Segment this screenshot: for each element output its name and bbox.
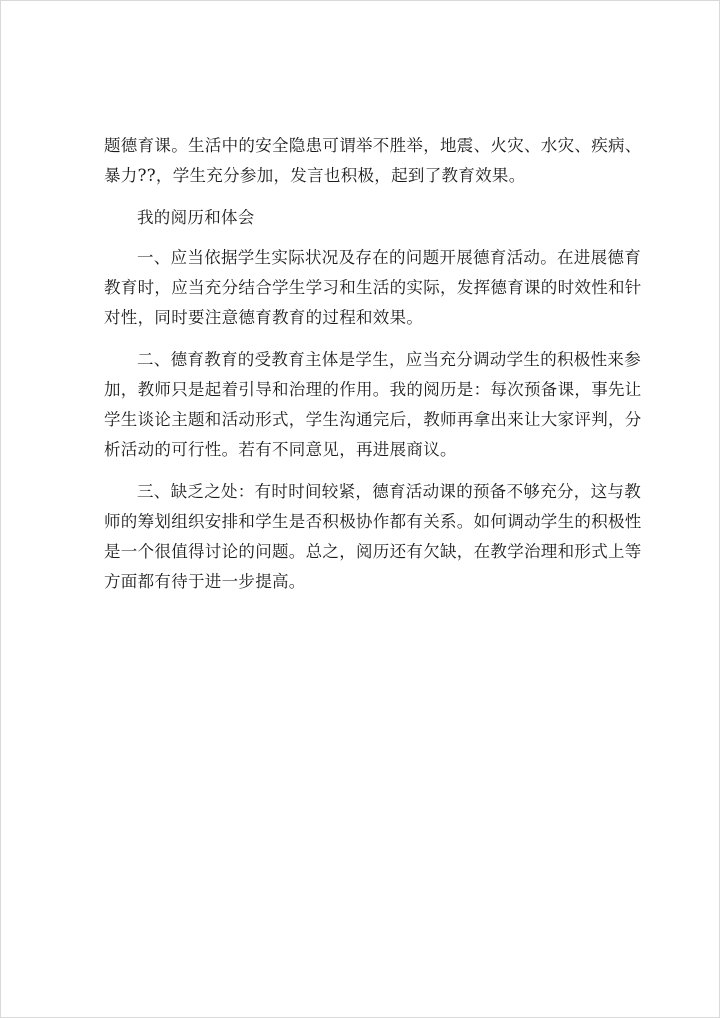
text-line: 析活动的可行性。若有不同意见，再进展商议。 <box>104 440 457 459</box>
text-line: 题德育课。生活中的安全隐患可谓举不胜举，地震、火灾、水灾、疾病、 <box>104 136 642 155</box>
text-line: 教育时，应当充分结合学生学习和生活的实际，发挥德育课的时效性和针 <box>104 278 642 297</box>
heading-text: 我的阅历和体会 <box>137 208 255 227</box>
text-line: 加，教师只是起着引导和治理的作用。我的阅历是：每次预备课，事先让 <box>104 380 642 399</box>
text-line: 方面都有待于进一步提高。 <box>104 572 306 591</box>
document-body <box>104 131 642 609</box>
text-line: 暴力??，学生充分参加，发言也积极，起到了教育效果。 <box>104 166 526 185</box>
text-line: 对性，同时要注意德育教育的过程和效果。 <box>104 308 424 327</box>
text-line: 二、德育教育的受教育主体是学生，应当充分调动学生的积极性来参 <box>137 350 641 369</box>
paragraph-point-three <box>104 477 642 597</box>
section-heading <box>104 203 624 233</box>
text-line: 是一个很值得讨论的问题。总之，阅历还有欠缺，在教学治理和形式上等 <box>104 542 642 561</box>
paragraph-point-two <box>104 345 642 465</box>
text-line: 三、缺乏之处：有时时间较紧，德育活动课的预备不够充分，这与教 <box>137 482 641 501</box>
paragraph-continuation <box>104 131 642 191</box>
text-line: 一、应当依据学生实际状况及存在的问题开展德育活动。在进展德育 <box>137 248 641 267</box>
paragraph-point-one <box>104 243 642 333</box>
text-line: 师的筹划组织安排和学生是否积极协作都有关系。如何调动学生的积极性 <box>104 512 642 531</box>
text-line: 学生谈论主题和活动形式，学生沟通完后，教师再拿出来让大家评判，分 <box>104 410 642 429</box>
